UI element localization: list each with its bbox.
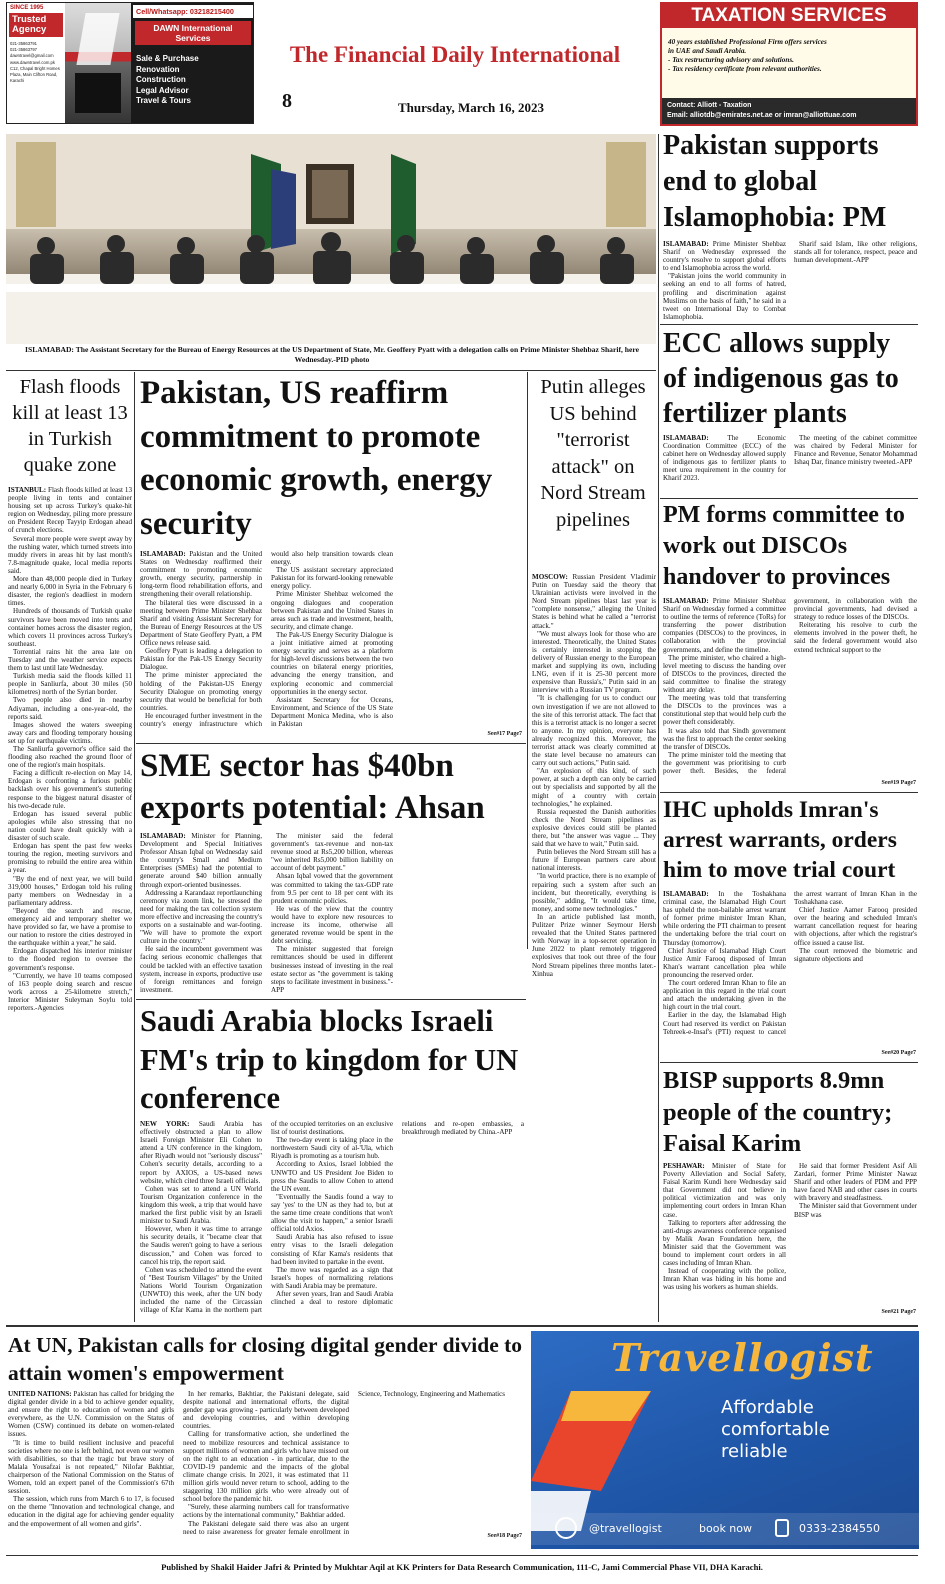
flood-paragraph: "By the end of next year, we will build 319,000 houses," Erdogan told his ruling party members on Wednesday in a parliamentary address. [8, 874, 132, 907]
taxation-email[interactable]: Email: alliotdb@emirates.net.ae or imran@alliottuae.com [667, 112, 857, 119]
discos-article-body [663, 597, 917, 777]
discos-paragraph: Reiterating his resolve to curb the elements involved in the power theft, he said the federal government would also extend technical support to the [794, 621, 917, 654]
un-paragraph: "Surely, these alarming numbers call for transformative actions by the international community," Bakhtiar added. [183, 1503, 349, 1520]
list-item: 021-35863791 [10, 41, 38, 46]
flood-paragraph: Erdogan has issued several public apologies while also stressing that no nation could have dealt quickly with a disaster of such scale. [8, 809, 132, 843]
phone-icon [775, 1519, 789, 1537]
dawn-company: DAWN International Services [135, 21, 251, 45]
ad-phone[interactable]: 0333-2384550 [799, 1522, 880, 1535]
un-paragraph: In her remarks, Bakhtiar, the Pakistani delegate, said despite national and international efforts, the digital gender gap was growing - particularly between developed and developing countries, and within developing countries. [183, 1390, 349, 1431]
us-paragraph: Geoffery Pyatt is leading a delegation to Pakistan for the Pak-US Energy Security Dialogue. [140, 647, 262, 672]
putin-headline[interactable]: Putin alleges US behind "terrorist attack" on Nord Stream pipelines [540, 376, 646, 531]
saudi-paragraph: NEW YORK: Saudi Arabia has effectively obstructed a plan to allow Israeli Foreign Minister Eli Cohen to attend a UN conference in the kingdom, after Riyadh would not "seriously discuss" Cohen's security details, according to a report by AXIOS, a US-based news website, which cited three Israeli officials. [140, 1120, 263, 1185]
discos-paragraph: The prime minister, who chaired a high-level meeting to discuss the handing over of DISCOs to the provinces, directed the said committee to finalise the strategy without any delay. [663, 653, 786, 695]
flood-paragraph: Images showed the waters sweeping away cars and flooding temporary housing set up for earthquake victims. [8, 720, 132, 745]
flood-paragraph: Hundreds of thousands of Turkish quake survivors have been moved into tents and container homes across the disaster region, which covers 11 provinces across Turkey's southeast. [8, 607, 132, 648]
putin-paragraph: In an article published last month, Pulitzer Prize winner Seymour Hersh revealed that the United States partnered with Norway in a top-secret operation in June 2022 to plant remotely triggered explosives that took out three of the four Nord Stream pipelines three months later.-Xinhua [532, 912, 656, 978]
putin-paragraph: "In world practice, there is no example of repairing such a system after such an incident, but theoretically, everything is possible," adding, "It would take time, money, and some new technologies." [532, 872, 656, 913]
putin-paragraph: "It is challenging for us to conduct our own investigation if we are not allowed to the site of this terrorist attack. The fact that this is a terrorist attack is no longer a secret to anyone. In my opinion, everyone has already recognized this. Moreover, the terrorist attack was clearly committed at the state level because no amateurs can carry out such actions," Putin said. [532, 694, 656, 768]
discos-paragraph: The prime minister told the meeting that the government was prioritising to curb power theft. Besides, the federal government, in collaboration with the provincial governments, had devised a strategy to reduce losses of the DISCOs. [663, 597, 917, 775]
flood-paragraph: Two people also died in nearby Adiyaman, including a one-year-old, the reports said. [8, 696, 132, 721]
ad-line-2: comfortable [721, 1419, 830, 1440]
ecc-headline[interactable]: ECC allows supply of indigenous gas to fertilizer plants [663, 328, 899, 429]
photo-caption: ISLAMABAD: The Assistant Secretary for the Bureau of Energy Resources at the US Department of State, Mr. Geoffery Pyatt with a delegation calls on Prime Minister Shehbaz Sharif, here Wednesday.-PID photo [25, 345, 639, 364]
discos-headline[interactable]: PM forms committee to work out DISCOs handover to provinces [663, 502, 905, 590]
dawn-since-label: SINCE 1995 [10, 5, 44, 11]
un-paragraph: UNITED NATIONS: Pakistan has called for bridging the digital gender divide in a bid to achieve gender equality, and ensure the right to education of women and girls everywhere, as the U.N. Commission on the Status of Women (CSW) continued its debate on women-related issues. [8, 1390, 175, 1439]
taxation-ad[interactable] [660, 2, 918, 126]
us-paragraph: ISLAMABAD: Pakistan and the United States on Wednesday reaffirmed their commitment to promoting economic growth, energy security, partnership in long-term flood rehabilitation efforts, and strengthening their overall relationship. [140, 550, 262, 599]
sme-paragraph: He was of the view that the country would have to explore new resources to increase its income, otherwise all generated revenue would be spent in the debt servicing. [271, 904, 393, 946]
us-article-body [140, 550, 524, 730]
dawn-contact-list [7, 37, 65, 88]
bisp-headline[interactable]: BISP supports 8.9mn people of the country; Faisal Karim [663, 1067, 893, 1157]
ecc-article-body [663, 434, 917, 496]
list-item: Construction [136, 75, 186, 84]
saudi-paragraph: Cohen was scheduled to attend the event of "Best Tourism Villages" by the United Nations World Tourism Organization (UNWTO) this week, after the UN body included the name of the Circassian village of Kfar Kama in the northern part of the occupied territories on an exclusive list of tourist destinations. [140, 1120, 393, 1315]
discos-paragraph: The meeting was told that transferring the DISCOs to the provinces was a constitutional step that would help curb the power theft considerably. [663, 694, 786, 727]
us-paragraph: The bilateral ties were discussed in a meeting between Prime Minister Shehbaz Sharif and visiting Assistant Secretary for the Bureau of Energy Resources at the US Department of State Geoffery Pyatt, a PM Office news release said. [140, 598, 262, 648]
sme-paragraph: Addressing a Karandaaz reportlaunching ceremony via zoom link, he stressed the need for making the tax collection system more effective and increasing the country's exports on a sustainable and war-footing. "We will have to promote the export culture in the country." [140, 888, 262, 946]
bisp-paragraph: Instead of cooperating with the police, Imran Khan was hiding in his home and was using his workers as human shields. [663, 1267, 786, 1292]
saudi-paragraph: After seven years, Iran and Saudi Arabia clinched a deal to restore diplomatic relations and re-open embassies, a breakthrough mediated by China.-APP [271, 1120, 524, 1307]
dawn-title-2: Agency [12, 24, 47, 35]
list-item: Travel & Tours [136, 96, 191, 105]
sme-paragraph: He said the incumbent government was facing serious economic challenges that could be tackled with an effective taxation system, increase in exports, productive use of foreign remittances and foreign investment. [140, 945, 262, 994]
ihc-see-more[interactable]: See#20 Page7 [881, 1050, 916, 1056]
saudi-article-body [140, 1120, 524, 1322]
taxation-lines [662, 28, 916, 74]
us-paragraph: The prime minister appreciated the holding of the Pakistan-US Energy Security Dialogue on promoting energy security that would be beneficial for both countries. [140, 671, 262, 712]
saudi-paragraph: The two-day event is taking place in the northwestern Saudi city of al-'Ula, which Riyadh is promoting as a tourism hub. [271, 1136, 393, 1161]
islamophobia-paragraph: "Pakistan joins the world community in seeking an end to all forms of hatred, profiling and discrimination against Muslims on the basis of faith," he said in a tweet on International Day to Combat Islamophobia. [663, 272, 786, 321]
list-item: C12, Chapal Bright Homes Plaza, Main Clifton Road, Karachi [10, 65, 60, 84]
paper-title: The Financial Daily International [289, 42, 621, 67]
saudi-paragraph: "Eventually the Saudis found a way to say 'yes' to the UN as they had to, but at the same time create conditions that won't allow the visit to happen," a senior Israeli official told Axios. [271, 1192, 393, 1234]
flood-paragraph: The Sanliurfa governor's office said the flooding also reached the ground floor of one of the region's main hospitals. [8, 745, 132, 770]
list-item: 40 years established Professional Firm offers services [668, 38, 827, 46]
putin-paragraph: Putin believes the Nord Stream still has a future if European partners care about national interests. [532, 848, 656, 873]
discos-paragraph: It was also told that Sindh government was the first to approach the center seeking the transfer of DISCOs. [663, 726, 786, 751]
flood-paragraph: More than 48,000 people died in Turkey and nearly 6,000 in Syria in the February 6 disaster, the region's deadliest in modern times. [8, 575, 132, 608]
bisp-paragraph: PESHAWAR: Minister of State for Poverty Alleviation and Social Safety, Faisal Karim Kundi here Wednesday said that Government did not believe in political victimization and was only implementing court orders in Imran Khan case. [663, 1162, 786, 1219]
ad-brand: Travellogist [611, 1335, 874, 1380]
globe-icon [555, 1517, 577, 1539]
putin-article-body [532, 573, 656, 1323]
flood-paragraph: Facing a difficult re-election on May 14, Erdogan is confronting a furious public backlash over his government's stuttering response to the biggest natural disaster of his two-decade rule. [8, 769, 132, 810]
un-paragraph: The Pakistani delegate said there was also an urgent need to raise awareness for greater female enrollment in Science, Technology, Engineering and Mathematics [183, 1390, 506, 1536]
dawn-logo-image [65, 3, 131, 124]
putin-paragraph: "We must always look for those who are interested. Theoretically, the United States is certainly interested in stopping the delivery of Russian energy to the European market and supplying its own, including LNG, even if it is 25-30 percent more expensive than Russia's," Putin said in an interview with a Russian TV program. [532, 629, 656, 695]
dawn-ad[interactable] [6, 2, 254, 124]
flood-article-body [8, 486, 132, 1322]
ihc-paragraph: Earlier in the day, the Islamabad High Court had reserved its verdict on Pakistan Tehreek-e-Insaf's (PTI) request to cancel the arrest warrant of Imran Khan in the Toshakhana case. [663, 890, 917, 1036]
list-item: www.dawntravel.com.pk [10, 59, 55, 65]
ihc-paragraph: Chief Justice of Islamabad High Court Justice Amir Farooq disposed of Imran Khan's warrant cancellation plea while pronouncing the reserved order. [663, 946, 786, 979]
us-paragraph: Prime Minister Shehbaz welcomed the ongoing dialogues and cooperation between Pakistan and the United States in areas such as trade and investment, health, security, and climate change. [271, 590, 393, 631]
ad-book-now[interactable]: book now [699, 1522, 753, 1535]
sme-headline[interactable]: SME sector has $40bn exports potential: Ahsan [140, 748, 485, 826]
list-item: in UAE and Saudi Arabia. [668, 47, 747, 55]
ihc-paragraph: The court removed the biometric and signature objections and [794, 946, 917, 963]
list-item: dawntravel@gmail.com [10, 53, 54, 59]
sme-paragraph: ISLAMABAD: Minister for Planning, Development and Special Initiatives Professor Ahsan Iqbal on Wednesday said the country's Small and Medium Enterprises (SMEs) had the potential to generate around $40 billion annually through export-oriented businesses. [140, 832, 262, 889]
sme-paragraph: The minister said the federal government's tax-revenue and non-tax revenue stood at Rs5,200 billion, whereas "we inherited Rs5,000 billion liability on account of debt payment." [271, 832, 393, 873]
flood-paragraph: Torrential rains hit the area late on Tuesday and the weather service expects them to last until late Wednesday. [8, 647, 132, 673]
bisp-paragraph: He said that former President Asif Ali Zardari, former Prime Minister Nawaz Sharif and other leaders of PDM and PPP have faced NAB and other cases in courts with bravery and steadfastness. [794, 1162, 917, 1203]
bisp-paragraph: The Minister said that Government under BISP was [794, 1202, 917, 1219]
taxation-contact: Contact: Alliott - Taxation [667, 102, 752, 109]
dawn-services-list [131, 48, 254, 107]
saudi-paragraph: However, when it was time to arrange his security details, it "became clear that the Saudis weren't going to have a serious discussion," and Cohen was forced to cancel his trip, the report said. [140, 1225, 262, 1266]
flood-paragraph: Erdogan has spent the past few weeks touring the region, meeting survivors and promising to rebuild the entire area within a year. [8, 842, 132, 875]
flood-paragraph: Turkish media said the floods killed 11 people in Sanliurfa, about 30 miles (50 kilometres) north of the Syrian border. [8, 672, 132, 697]
ihc-headline[interactable]: IHC upholds Imran's arrest warrants, orders him to move trial court [663, 797, 897, 883]
bisp-article-body [663, 1162, 917, 1307]
list-item: - Tax residency certificate from relevant authorities. [668, 65, 822, 73]
dawn-title-1: Trusted [12, 14, 47, 25]
bisp-paragraph: Talking to reporters after addressing the anti-drugs awareness conference organised by Malik Awan Foundation here, the Minister said that the Government was bound to implement court orders in all cases including of Imran Khan. [663, 1218, 786, 1268]
travellogist-ad[interactable] [531, 1331, 919, 1549]
sme-article-body [140, 832, 524, 994]
islamophobia-headline[interactable]: Pakistan supports end to global Islamophobia: PM [663, 130, 887, 233]
flood-paragraph: "Beyond the search and rescue, emergency aid and temporary shelter we have provided so far, we have a promise to our nation to restore the cities destroyed in the earthquake within a year," he said. [8, 906, 132, 948]
us-paragraph: The US assistant secretary appreciated Pakistan for its forward-looking renewable energy policy. [271, 566, 393, 591]
un-paragraph: Calling for transformative action, she underlined the need to mobilize resources and technical assistance to support millions of women and girls who have missed out on the right to an education - in particular, due to the COVID-19 pandemic and the impacts of the global climate change crisis. In 2021, it was estimated that 11 million girls would never return to school, adding to the staggering 130 million girls who were already out of school before the pandemic hit. [183, 1430, 349, 1504]
ihc-paragraph: Chief Justice Aamer Farooq presided over the hearing and scheduled Imran's warrant cancellation request for hearing with objections, after which the registrar's office issued a cause list. [794, 906, 917, 947]
ecc-paragraph: The meeting of the cabinet committee was chaired by Federal Minister for Finance and Revenue, Senator Mohammad Ishaq Dar, finance ministry tweeted.-APP [794, 434, 917, 467]
ecc-paragraph: ISLAMABAD: The Economic Coordination Committee (ECC) of the cabinet here on Wednesday allowed supply of indigenous gas to fertilizer plants to meet urea requirement in the country for Kharif 2023. [663, 434, 786, 483]
saudi-paragraph: The move was regarded as a sign that Israel's hopes of normalizing relations with Saudi Arabia may be premature. [271, 1265, 393, 1290]
list-item: Legal Advisor [136, 85, 189, 95]
flood-paragraph: Several more people were swept away by the rushing water, which turned streets into muddy rivers in areas hit by last month's 7.8-magnitude quake, local media reports said. [8, 534, 132, 575]
issue-date: Thursday, March 16, 2023 [398, 100, 545, 115]
us-paragraph: He encouraged further investment in the country's energy infrastructure which would also help transition towards clean energy. [140, 550, 393, 728]
saudi-paragraph: According to Axios, Israel lobbied the UNWTO and US President Joe Biden to press the Saudis to allow Cohen to attend the UN event. [271, 1160, 393, 1193]
list-item: - Tax restructuring advisory and solutions. [668, 56, 794, 64]
discos-see-more[interactable]: See#19 Page7 [881, 780, 916, 786]
un-paragraph: The session, which runs from March 6 to 17, is focused on the theme "Innovation and technological change, and education in the digital age for achieving gender equality and the empowerment of all women and girls". [8, 1495, 174, 1528]
list-item: Sale & Purchase [136, 54, 199, 63]
sme-paragraph: Ahsan Iqbal vowed that the government was committed to taking the tax-GDP rate from 9.5 per cent to 18 per cent with its prudent economic policies. [271, 872, 393, 905]
flood-headline[interactable]: Flash floods kill at least 13 in Turkish quake zone [12, 376, 128, 476]
us-see-more[interactable]: See#17 Page7 [487, 731, 522, 737]
list-item: 021-35863797 [10, 47, 38, 53]
imprint-footer: Published by Shakil Haider Jafri & Printed by Mukhtar Aqil at KK Printers for Data Research Communication, 111-C, Jami Commercial Phase VII, DHA Karachi. [161, 1562, 763, 1572]
ad-line-3: reliable [721, 1441, 788, 1462]
meeting-photo-illustration [6, 134, 656, 344]
flood-paragraph: Erdogan dispatched his interior minister to the flooded region to oversee the government's response. [8, 947, 132, 972]
us-paragraph: The Pak-US Energy Security Dialogue is a joint initiative aimed at promoting energy security and serves as a platform for high-level discussions between the two countries on bilateral energy priorities, advancing the energy transition, and exploring economic and commercial opportunities in the energy sector. [271, 630, 393, 696]
flood-paragraph: ISTANBUL: Flash floods killed at least 13 people living in tents and container housing set up across Turkey's quake-hit region on Wednesday, piling more pressure on President Recep Tayyip Erdogan ahead of crunch elections. [8, 486, 132, 535]
putin-paragraph: Russia requested the Danish authorities check the Nord Stream pipelines as explosive devices could still be planted there, but "the answer was vague ... They said that we have to wait," Putin said. [532, 807, 656, 849]
bisp-see-more[interactable]: See#21 Page7 [881, 1309, 916, 1315]
us-headline[interactable]: Pakistan, US reaffirm commitment to promote economic growth, energy security [140, 375, 493, 542]
ihc-article-body [663, 890, 917, 1048]
page-number: 8 [282, 90, 292, 112]
meeting-photo [6, 134, 656, 344]
un-headline[interactable]: At UN, Pakistan calls for closing digital gender divide to attain women's empowerment [8, 1333, 523, 1385]
un-article-body [8, 1390, 524, 1542]
us-paragraph: Assistant Secretary for Oceans, Environment, and Science of the US State Department Monica Medina, who is also in Pakistan [271, 695, 393, 728]
dawn-whatsapp: Cell/Whatsapp: 03218215400 [133, 5, 253, 18]
sme-paragraph: The minister suggested that foreign remittances should be used in different businesses instead of investing in the real estate sector as "the government is taking steps to facilitate investment in business."-APP [271, 945, 393, 994]
ihc-paragraph: ISLAMABAD: In the Toshakhana criminal case, the Islamabad High Court has upheld the non-bailable arrest warrant of former prime minister Imran Khan, while ordering the PTI chairman to present the undertaking before the trial court on Thursday (tomorrow). [663, 890, 786, 947]
putin-paragraph: "An explosion of this kind, of such power, at such a depth can only be carried out by specialists and supported by all the might of a country with certain technologies," he explained. [532, 767, 656, 808]
list-item: Renovation [136, 64, 180, 74]
ad-line-1: Affordable [721, 1397, 814, 1418]
un-paragraph: "It is time to build resilient inclusive and peaceful societies where no one is left behind, not even our women with disabilities, so that the tragic but brave story of Malala Yousafzai is not repeated," Nilofar Bakhtiar, chairperson of the National Commission on the Status of Women, told an expert panel of the Commission's 67th session. [8, 1438, 174, 1496]
saudi-paragraph: Saudi Arabia has also refused to issue entry visas to the Israeli delegation consisting of Kfar Kama's residents that had been invited to partake in the event. [271, 1233, 393, 1266]
islamophobia-paragraph: ISLAMABAD: Prime Minister Shehbaz Sharif on Wednesday expressed the country's resolve to support global efforts to end Islamophobia across the world. [663, 240, 786, 273]
un-see-more[interactable]: See#18 Page7 [487, 1533, 522, 1539]
saudi-paragraph: Cohen was set to attend a UN World Tourism Organization conference in the kingdom this week, a trip that would have marked the first public visit by an Israeli minister to Saudi Arabia. [140, 1184, 262, 1226]
putin-paragraph: MOSCOW: Russian President Vladimir Putin on Tuesday said the theory that Ukrainian activists were involved in the Nord Stream pipelines blast last year is "complete nonsense," alleging the United States is behind what he called a "terrorist attack." [532, 573, 656, 630]
islamophobia-article-body [663, 240, 917, 322]
taxation-title: TAXATION SERVICES [662, 4, 916, 28]
ihc-paragraph: The court ordered Imran Khan to file an application in this regard in the trial court and attach the undertaking given in the high court in the trial court. [663, 979, 786, 1012]
islamophobia-paragraph: Sharif said Islam, like other religions, stands all for tolerance, respect, peace and human development.-APP [794, 240, 917, 265]
saudi-headline[interactable]: Saudi Arabia blocks Israeli FM's trip to kingdom for UN conference [140, 1004, 519, 1115]
discos-paragraph: ISLAMABAD: Prime Minister Shehbaz Sharif on Wednesday formed a committee to outline the terms of reference (ToRs) for transferring the power distribution companies (DISCOs) to the provinces, in collaboration with the provincial governments, and define the timeline. [663, 597, 786, 654]
flood-paragraph: "Currently, we have 10 teams composed of 163 people doing search and rescue work across a 25-kilometre stretch," Interior Minister Suleyman Soylu told reporters.-Agencies [8, 971, 132, 1012]
ad-handle[interactable]: @travellogist [589, 1522, 662, 1535]
